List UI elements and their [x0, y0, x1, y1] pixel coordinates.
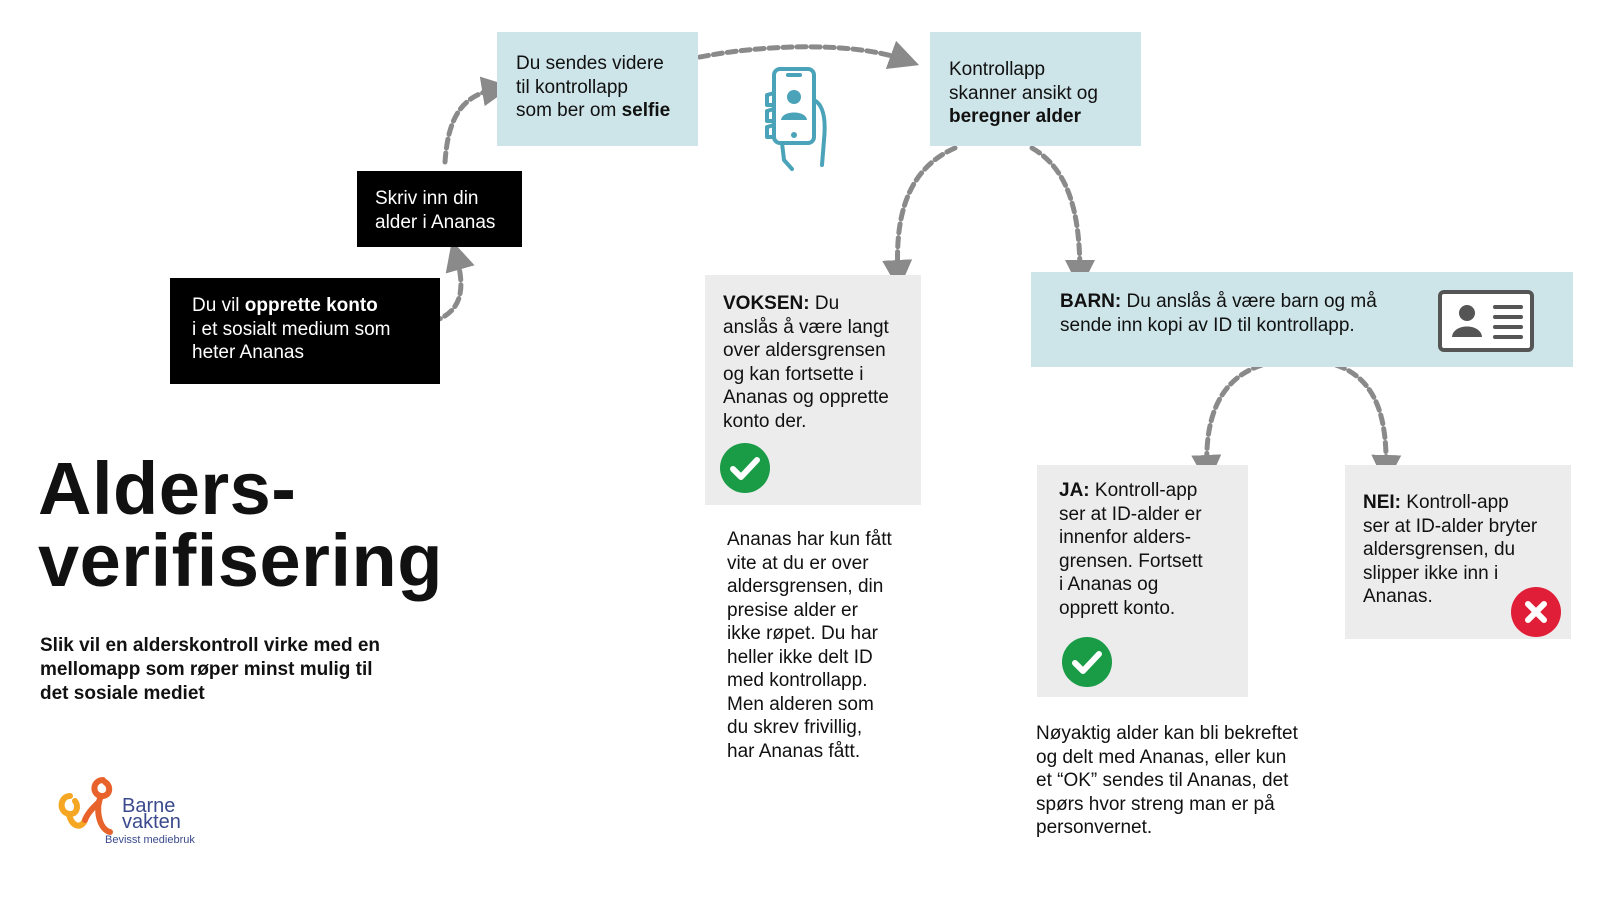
arrow-barn-to-nei	[1336, 365, 1386, 470]
logo-mark-icon	[55, 774, 125, 838]
checkmark-icon	[1062, 637, 1112, 687]
logo-tagline: Bevisst mediebruk	[105, 834, 195, 846]
arrow-step2-to-step3	[445, 89, 497, 162]
page-subtitle: Slik vil en alderskontroll virke med en mellomapp som røper minst mulig til det sosiale mediet	[40, 635, 381, 704]
arrow-barn-to-ja	[1207, 365, 1262, 470]
page-title: Alders- verifisering	[38, 447, 443, 602]
step-enter-age-box: Skriv inn din alder i Ananas	[357, 171, 522, 247]
cross-icon	[1511, 587, 1561, 637]
id-card-icon	[1437, 289, 1535, 353]
step-selfie-box: Du sendes videre til kontrollapp som ber om selfie	[497, 32, 698, 146]
yes-note: Nøyaktig alder kan bli bekreftet og delt med Ananas, eller kun et “OK” sendes til Ananas, det spørs hvor streng man er på personvernet.	[1036, 723, 1298, 838]
step-scan-face-box: Kontrollapp skanner ansikt og beregner alder	[930, 32, 1141, 146]
arrow-step3-to-step4	[686, 47, 905, 60]
logo-word-barne: Barne	[122, 795, 176, 817]
child-result-box: BARN: Du anslås å være barn og må sende inn kopi av ID til kontrollapp.	[1031, 272, 1573, 367]
adult-note: Ananas har kun fått vite at du er over aldersgrensen, din presise alder er ikke røpet. Du har heller ikke delt ID med kontrollapp. Men alderen som du skrev frivillig, har Ananas fått.	[727, 529, 892, 762]
arrow-step4-to-voksen	[898, 148, 955, 275]
yes-result-box: JA: Kontroll-app ser at ID-alder er innenfor alders- grensen. Fortsett i Ananas og opprett konto.	[1037, 465, 1248, 697]
arrow-step4-to-barn	[1032, 148, 1080, 275]
no-result-box: NEI: Kontroll-app ser at ID-alder bryter aldersgrensen, du slipper ikke inn i Ananas.	[1345, 465, 1571, 639]
step-create-account-box: Du vil opprette konto i et sosialt medium som heter Ananas	[170, 278, 440, 384]
checkmark-icon	[720, 443, 770, 493]
logo-word-vakten: vakten	[122, 811, 181, 833]
smartphone-selfie-icon	[762, 65, 837, 173]
barnevakten-logo	[55, 774, 195, 844]
adult-result-box: VOKSEN: Du anslås å være langt over aldersgrensen og kan fortsette i Ananas og opprette konto der.	[705, 275, 921, 505]
